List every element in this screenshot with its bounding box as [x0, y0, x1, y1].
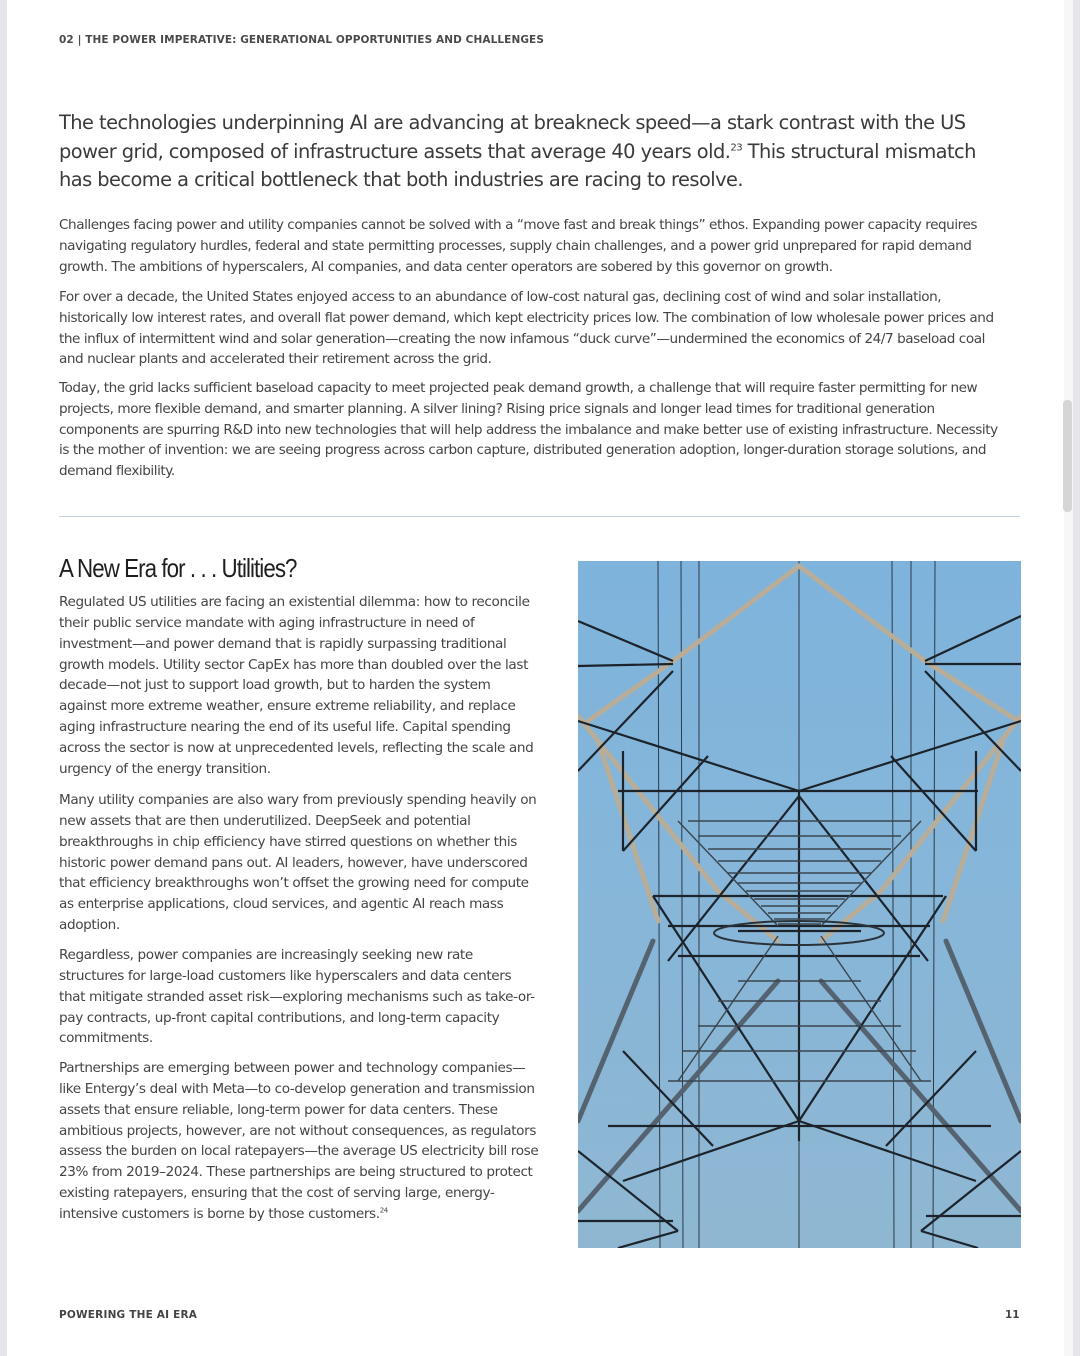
footnote-ref-24[interactable]: 24 — [379, 1205, 388, 1215]
footnote-ref-23[interactable]: 23 — [730, 141, 743, 153]
viewer-edge — [1073, 0, 1080, 1356]
intro-paragraph: Challenges facing power and utility companies cannot be solved with a “move fast and break things” ethos. Expanding power capacity requires navigating regulatory hurdles, federal and state permitting processes, supply chain challenges, and a power grid unprepared for rapid demand growth. The ambitions of hyperscalers, AI companies, and data center operators are sobered by this governor on growth. — [59, 217, 978, 275]
section-paragraph: Regulated US utilities are facing an existential dilemma: how to reconcile their public service mandate with aging infrastructure in need of investment—and power demand that is rapidly surpassing traditional growth models. Utility sector CapEx has more than doubled over the last decade—not just to support load growth, but to harden the system against more extreme weather, ensure extreme reliability, and replace aging infrastructure nearing the end of its useful life. Capital spending across the sector is now at unprecedented levels, reflecting the scale and urgency of the energy transition. — [59, 594, 534, 777]
section-divider — [59, 516, 1020, 517]
section-title: A New Era for . . . Utilities? — [59, 553, 297, 583]
scrollbar-thumb[interactable] — [1063, 400, 1072, 512]
section-paragraph-text: Partnerships are emerging between power and technology companies—like Entergy’s deal with Meta—to co-develop generation and transmission assets that ensure reliable, long-term power for data centers. These ambitious projects, however, are not without consequences, as regulators assess the burden on local ratepayers—the average US electricity bill rose 23% from 2019–2024. These partnerships are being structured to protect existing ratepayers, ensuring that the cost of serving large, energy-intensive customers is borne by those customers. — [59, 1060, 539, 1222]
section-paragraph: Many utility companies are also wary from previously spending heavily on new assets that are then underutilized. DeepSeek and potential breakthroughs in chip efficiency have stirred questions on whether this historic power demand pans out. AI leaders, however, have underscored that efficiency breakthroughs won’t offset the growing need for compute as enterprise applications, cloud services, and agentic AI reach mass adoption. — [59, 792, 537, 934]
footer-publication: POWERING THE AI ERA — [59, 1309, 198, 1321]
page-number: 11 — [1005, 1309, 1020, 1321]
lead-text: The technologies underpinning AI are advancing at breakneck speed—a stark contrast with the US power grid, composed of infrastructure assets that average 40 years old. — [59, 111, 966, 163]
running-head: 02 | THE POWER IMPERATIVE: GENERATIONAL OPPORTUNITIES AND CHALLENGES — [59, 34, 544, 46]
intro-paragraph: Today, the grid lacks sufficient baseload capacity to meet projected peak demand growth, a challenge that will require faster permitting for new projects, more flexible demand, and smarter planning. A silver lining? Rising price signals and longer lead times for traditional generation components are spurring R&D into new technologies that will help address the imbalance and make better use of existing infrastructure. Necessity is the mother of invention: we are seeing progress across carbon capture, distributed generation adoption, longer-duration storage solutions, and demand flexibility. — [59, 380, 998, 480]
scrollbar-track[interactable] — [1064, 0, 1073, 1356]
section-paragraph — [59, 1058, 539, 1225]
section-paragraph: Regardless, power companies are increasingly seeking new rate structures for large-load customers like hyperscalers and data centers that mitigate stranded asset risk—exploring mechanisms such as take-or-pay contracts, up-front capital contributions, and long-term capacity commitments. — [59, 947, 535, 1047]
transmission-tower-photo — [578, 561, 1021, 1248]
lead-text-continued: This structural mismatch has become a critical bottleneck that both industries are racing to resolve. — [59, 139, 976, 191]
document-page — [7, 0, 1073, 1356]
tower-illustration — [578, 561, 1021, 1248]
intro-paragraph: For over a decade, the United States enjoyed access to an abundance of low-cost natural gas, declining cost of wind and solar installation, historically low interest rates, and overall flat power demand, which kept electricity prices low. The combination of low wholesale power prices and the influx of intermittent wind and solar generation—creating the now infamous “duck curve”—undermined the economics of 24/7 baseload coal and nuclear plants and accelerated their retirement across the grid. — [59, 289, 994, 368]
lead-paragraph — [59, 109, 1004, 195]
